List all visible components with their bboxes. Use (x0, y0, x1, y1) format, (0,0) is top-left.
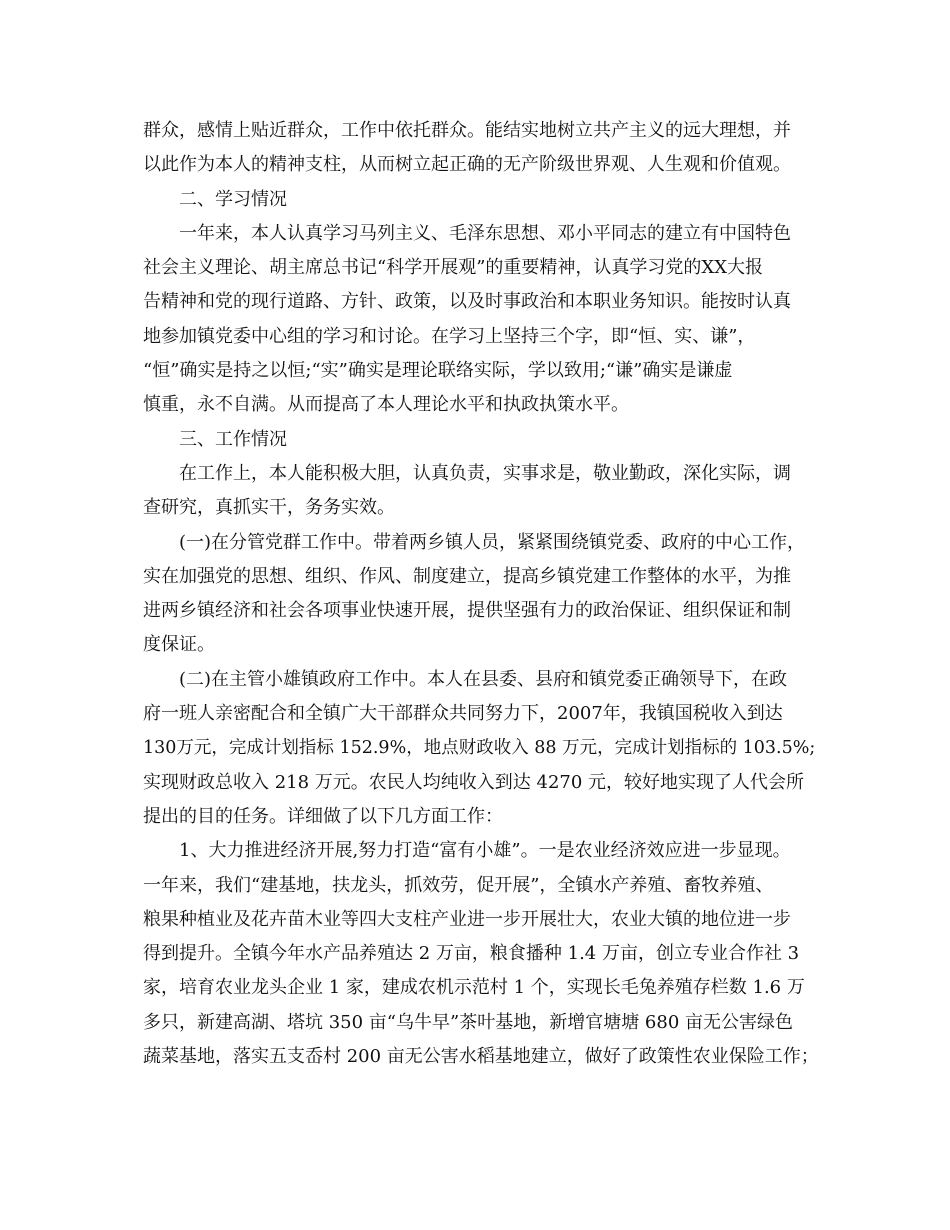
text-line: 慎重，永不自满。从而提高了本人理论水平和执政执策水平。 (143, 394, 629, 416)
text-line: 多只，新建高湖、塔坑 350 亩“乌牛早”茶叶基地，新增官塘塘 680 亩无公害绿色 (143, 1011, 794, 1033)
text-line: 130万元，完成计划指标 152.9%，地点财政收入 88 万元，完成计划指标的 103.5%; (143, 738, 816, 759)
text-line: 一年来，我们“建基地，扶龙头，抓效劳，促开展”，全镇水产养殖、畜牧养殖、 (143, 874, 774, 896)
document-page (143, 114, 825, 1074)
text-line: 以此作为本人的精神支柱，从而树立起正确的无产阶级世界观、人生观和价值观。 (143, 154, 791, 176)
text-line: 度保证。 (143, 634, 215, 656)
text-line: 府一班人亲密配合和全镇广大干部群众共同努力下，2007年，我镇国税收入到达 (143, 703, 783, 725)
text-line: 1、大力推进经济开展,努力打造“富有小雄”。一是农业经济效应进一步显现。 (179, 840, 791, 862)
text-line: 提出的目的任务。详细做了以下几方面工作： (143, 805, 503, 827)
section-heading: 二、学习情况 (179, 188, 287, 210)
text-line: 一年来，本人认真学习马列主义、毛泽东思想、邓小平同志的建立有中国特色 (179, 222, 791, 244)
text-line: “恒”确实是持之以恒;“实”确实是理论联络实际，学以致用;“谦”确实是谦虚 (143, 360, 733, 382)
text-line: 在工作上，本人能积极大胆，认真负责，实事求是，敬业勤政，深化实际，调 (179, 462, 791, 484)
text-line: (一)在分管党群工作中。带着两乡镇人员，紧紧围绕镇党委、政府的中心工作， (179, 531, 806, 553)
text-line: 社会主义理论、胡主席总书记“科学开展观”的重要精神，认真学习党的XX大报 (143, 257, 764, 279)
text-line: 粮果种植业及花卉苗木业等四大支柱产业进一步开展壮大，农业大镇的地位进一步 (143, 908, 791, 930)
text-line: 群众，感情上贴近群众，工作中依托群众。能结实地树立共产主义的远大理想，并 (143, 120, 791, 141)
text-line: 实现财政总收入 218 万元。农民人均纯收入到达 4270 元，较好地实现了人代会所 (143, 771, 805, 793)
text-line: 告精神和党的现行道路、方针、政策，以及时事政治和本职业务知识。能按时认真 (143, 291, 791, 313)
section-heading: 三、工作情况 (179, 428, 287, 450)
text-line: 地参加镇党委中心组的学习和讨论。在学习上坚持三个字，即“恒、实、谦”， (143, 325, 756, 347)
text-line: 得到提升。全镇今年水产品养殖达 2 万亩，粮食播种 1.4 万亩，创立专业合作社 3 (143, 943, 800, 965)
text-line: 家，培育农业龙头企业 1 家，建成农机示范村 1 个，实现长毛兔养殖存栏数 1.6 万 (143, 977, 805, 999)
text-line: 查研究，真抓实干，务务实效。 (143, 497, 395, 519)
text-line: 实在加强党的思想、组织、作风、制度建立，提高乡镇党建工作整体的水平，为推 (143, 565, 791, 587)
text-line: 进两乡镇经济和社会各项事业快速开展，提供坚强有力的政治保证、组织保证和制 (143, 600, 791, 622)
text-line: (二)在主管小雄镇政府工作中。本人在县委、县府和镇党委正确领导下，在政 (179, 668, 788, 690)
text-line: 蔬菜基地，落实五支岙村 200 亩无公害水稻基地建立，做好了政策性农业保险工作； (143, 1046, 819, 1068)
